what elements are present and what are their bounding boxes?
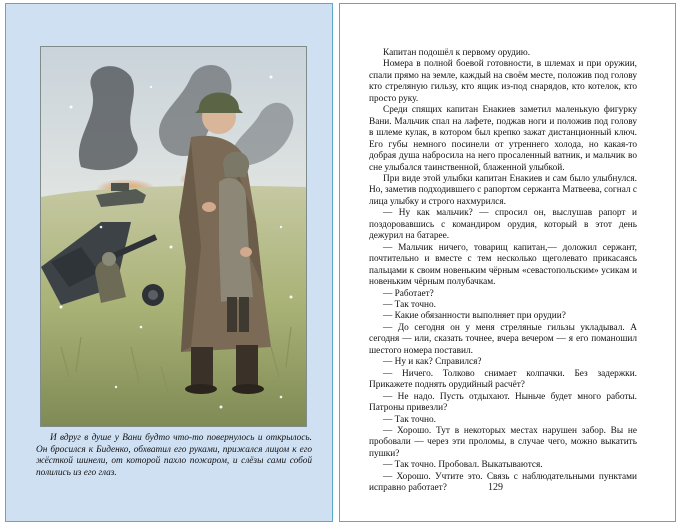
paragraph: — Хорошо. Учтите это. Связь с наблюдательными пунктами исправно работает? <box>369 471 637 494</box>
paragraph: — Так точно. Пробовал. Выкатываются. <box>383 460 543 471</box>
page-body-text <box>369 48 637 495</box>
paragraph: — Хорошо. Тут в некоторых местах нарушен забор. Вы не пробовали — через эти проломы, в случае чего, можно выкатить пушки? <box>369 425 637 459</box>
paragraph: При виде этой улыбки капитан Енакиев и сам было улыбнулся. Но, заметив подходившего с рапортом сержанта Матвеева, согнал с лица улыбку и строго нахмурился. <box>369 173 638 207</box>
paragraph: — Ничего. Толково снимает колпачки. Без задержки. Прикажете поднять орудийный расчёт? <box>369 368 637 391</box>
paragraph: — Не надо. Пусть отдыхают. Ныньче будет много работы. Патроны привезли? <box>369 391 637 414</box>
paragraph: — Какие обязанности выполняет при орудии? <box>383 311 566 322</box>
war-illustration <box>40 46 307 427</box>
paragraph: — Ну и как? Справился? <box>383 357 482 368</box>
paragraph: — Мальчик ничего, товарищ капитан,— доложил сержант, почтительно и вместе с тем несколько щеголевато прикасаясь пальцами к своим новеньким чёрным «севастопольским» усикам и новеньким чёрным полубачкам. <box>369 242 637 288</box>
paragraph: — Так точно. <box>383 414 437 425</box>
caption-text: И вдруг в душе у Вани будто что-то повернулось и открылось. Он бросился к Биденко, обхватил его руками, прижался лицом к его жёсткой шинели, от которой пахло пожаром, и слёзы сами собой полились из его глаз. <box>36 433 312 478</box>
illustration-caption <box>36 433 312 479</box>
paragraph: Капитан подошёл к первому орудию. <box>383 48 531 58</box>
paragraph: Номера в полной боевой готовности, в шлемах и при оружии, спали прямо на земле, каждый на своём месте, положив под голову кто стреляную гильзу, кто ящик из-под снарядов, кто котелок, кто просто руку. <box>369 59 637 104</box>
paragraph: Среди спящих капитан Енакиев заметил маленькую фигурку Вани. Мальчик спал на лафете, поджав ноги и положив под голову в шлеме кулак, в котором был крепко зажат дистанционный ключ. Его губы немного посинели от утреннего холода, но какая-то добрая душа набросила на него просаленный ватник, и мальчик во сне улыбался таинственной, блаженной улыбкой. <box>369 105 637 173</box>
page-number: 129 <box>488 482 503 493</box>
paragraph: — До сегодня он у меня стреляные гильзы укладывал. А сегодня — или, сказать точнее, вчера вечером — я его поманошил шестого номера поставил. <box>369 322 637 356</box>
paragraph: — Работает? <box>383 288 434 299</box>
paragraph: — Так точно. <box>383 299 437 310</box>
paragraph: — Ну как мальчик? — спросил он, выслушав рапорт и поздоровавшись с командиром орудия, который в этот день дежурил на батарее. <box>369 208 637 242</box>
